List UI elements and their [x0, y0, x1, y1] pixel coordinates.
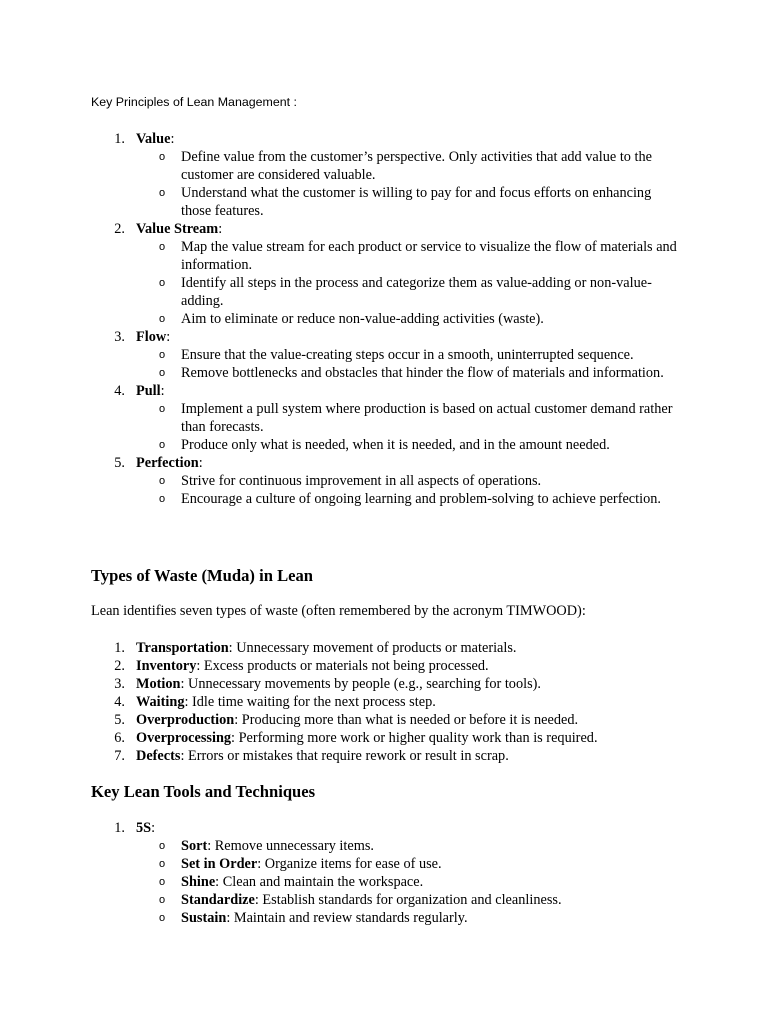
principle-term: Perfection [136, 455, 199, 471]
waste-term: Defects [136, 748, 181, 764]
list-item: 3. Flow: o Ensure that the value-creating steps occur in a smooth, uninterrupted sequence. o Remove bottlenecks and obstacles that hinder the flow of materials and information. [0, 328, 768, 382]
sub-list [136, 238, 768, 328]
list-item: o Map the value stream for each product or service to visualize the flow of materials and information. [159, 239, 677, 273]
list-item: 4. Pull: o Implement a pull system where production is based on actual customer demand rather than forecasts. o Produce only what is needed, when it is needed, and in the amount needed. [0, 382, 768, 454]
waste-intro: Lean identifies seven types of waste (often remembered by the acronym TIMWOOD): [91, 603, 586, 619]
waste-desc: : Idle time waiting for the next process step. [184, 694, 436, 710]
bullet-marker: o [159, 349, 166, 361]
list-item: o Aim to eliminate or reduce non-value-adding activities (waste). [159, 311, 544, 327]
waste-desc: : Performing more work or higher quality work than is required. [231, 730, 598, 746]
5s-term: Set in Order [181, 856, 258, 872]
5s-term: Standardize [181, 892, 255, 908]
waste-desc: : Unnecessary movements by people (e.g., searching for tools). [180, 676, 541, 692]
list-item: o Remove bottlenecks and obstacles that hinder the flow of materials and information. [159, 365, 664, 381]
list-number: 3. [114, 329, 125, 345]
list-item [0, 675, 768, 693]
list-number: 7. [114, 748, 125, 764]
sub-list [136, 148, 768, 220]
list-number: 3. [114, 676, 125, 692]
bullet-marker: o [159, 858, 166, 870]
bullet-marker: o [159, 912, 166, 924]
sub-list [136, 346, 768, 382]
list-item: o Ensure that the value-creating steps occur in a smooth, uninterrupted sequence. [159, 347, 634, 363]
waste-desc: : Excess products or materials not being processed. [196, 658, 489, 674]
bullet-marker: o [159, 439, 166, 451]
list-item: 1. 5S: o Sort: Remove unnecessary items. o Set in Order: Organize items for ease of use. o Shine: Clean and maintain the workspace. o Standardize: Establish standards for organization and cleanliness. o Sustain: Maintain and review standards regularly. [0, 819, 768, 927]
bullet-marker: o [159, 840, 166, 852]
bullet-marker: o [159, 187, 166, 199]
bullet-marker: o [159, 403, 166, 415]
principle-term: Value Stream [136, 221, 219, 237]
tool-term: 5S [136, 820, 152, 836]
list-number: 1. [114, 820, 125, 836]
list-item [0, 693, 768, 711]
list-item: 5. Perfection: o Strive for continuous improvement in all aspects of operations. o Encourage a culture of ongoing learning and problem-solving to achieve perfection. [0, 454, 768, 508]
list-item: o Implement a pull system where production is based on actual customer demand rather than forecasts. [159, 401, 673, 435]
bullet-marker: o [159, 313, 166, 325]
bullet-marker: o [159, 894, 166, 906]
list-item: o Understand what the customer is willing to pay for and focus efforts on enhancing those features. [159, 185, 652, 219]
list-number: 5. [114, 712, 125, 728]
list-number: 1. [114, 131, 125, 147]
document-title: Key Principles of Lean Management : [91, 95, 297, 109]
5s-term: Shine [181, 874, 216, 890]
principles-list [0, 130, 768, 508]
list-item [0, 747, 768, 765]
waste-term: Inventory [136, 658, 197, 674]
principle-term: Value [136, 131, 171, 147]
waste-list [0, 639, 768, 765]
tools-list [0, 819, 768, 927]
list-number: 6. [114, 730, 125, 746]
list-number: 2. [114, 221, 125, 237]
bullet-marker: o [159, 241, 166, 253]
list-item: o Set in Order: Organize items for ease of use. [159, 856, 442, 872]
bullet-marker: o [159, 876, 166, 888]
list-item [0, 729, 768, 747]
list-item [0, 639, 768, 657]
list-item: o Encourage a culture of ongoing learning and problem-solving to achieve perfection. [159, 491, 661, 507]
waste-term: Overproduction [136, 712, 235, 728]
sub-list [136, 837, 768, 927]
bullet-marker: o [159, 475, 166, 487]
bullet-marker: o [159, 151, 166, 163]
waste-term: Transportation [136, 640, 229, 656]
list-item [0, 657, 768, 675]
sub-list [136, 472, 768, 508]
list-item: o Strive for continuous improvement in all aspects of operations. [159, 473, 542, 489]
5s-term: Sort [181, 838, 208, 854]
list-item: o Sort: Remove unnecessary items. [159, 838, 374, 854]
principle-term: Flow [136, 329, 167, 345]
list-item: 2. Value Stream: o Map the value stream for each product or service to visualize the flow of materials and information. o Identify all steps in the process and categorize them as value-adding or non-value-adding. o Aim to eliminate or reduce non-value-adding activities (waste). [0, 220, 768, 328]
sub-list [136, 400, 768, 454]
principle-term: Pull [136, 383, 161, 399]
bullet-marker: o [159, 367, 166, 379]
list-item: o Shine: Clean and maintain the workspace. [159, 874, 424, 890]
waste-term: Waiting [136, 694, 185, 710]
list-number: 4. [114, 694, 125, 710]
list-item: o Standardize: Establish standards for organization and cleanliness. [159, 892, 562, 908]
tools-heading: Key Lean Tools and Techniques [91, 782, 316, 801]
waste-term: Motion [136, 676, 181, 692]
bullet-marker: o [159, 493, 166, 505]
waste-heading: Types of Waste (Muda) in Lean [91, 566, 314, 585]
list-item: 1. Value: o Define value from the customer’s perspective. Only activities that add value to the customer are considered valuable. o Understand what the customer is willing to pay for and focus efforts on enhancing those features. [0, 130, 768, 220]
list-item: o Define value from the customer’s perspective. Only activities that add value to the customer are considered valuable. [159, 149, 652, 183]
waste-desc: : Producing more than what is needed or before it is needed. [234, 712, 579, 728]
list-item: o Sustain: Maintain and review standards regularly. [159, 910, 468, 926]
list-number: 5. [114, 455, 125, 471]
waste-desc: : Unnecessary movement of products or materials. [228, 640, 517, 656]
list-number: 4. [114, 383, 125, 399]
bullet-marker: o [159, 277, 166, 289]
5s-term: Sustain [181, 910, 227, 926]
list-item: o Identify all steps in the process and categorize them as value-adding or non-value-adding. [159, 275, 652, 309]
waste-term: Overprocessing [136, 730, 232, 746]
list-item [0, 711, 768, 729]
list-number: 1. [114, 640, 125, 656]
list-number: 2. [114, 658, 125, 674]
list-item: o Produce only what is needed, when it is needed, and in the amount needed. [159, 437, 610, 453]
waste-desc: : Errors or mistakes that require rework or result in scrap. [180, 748, 509, 764]
